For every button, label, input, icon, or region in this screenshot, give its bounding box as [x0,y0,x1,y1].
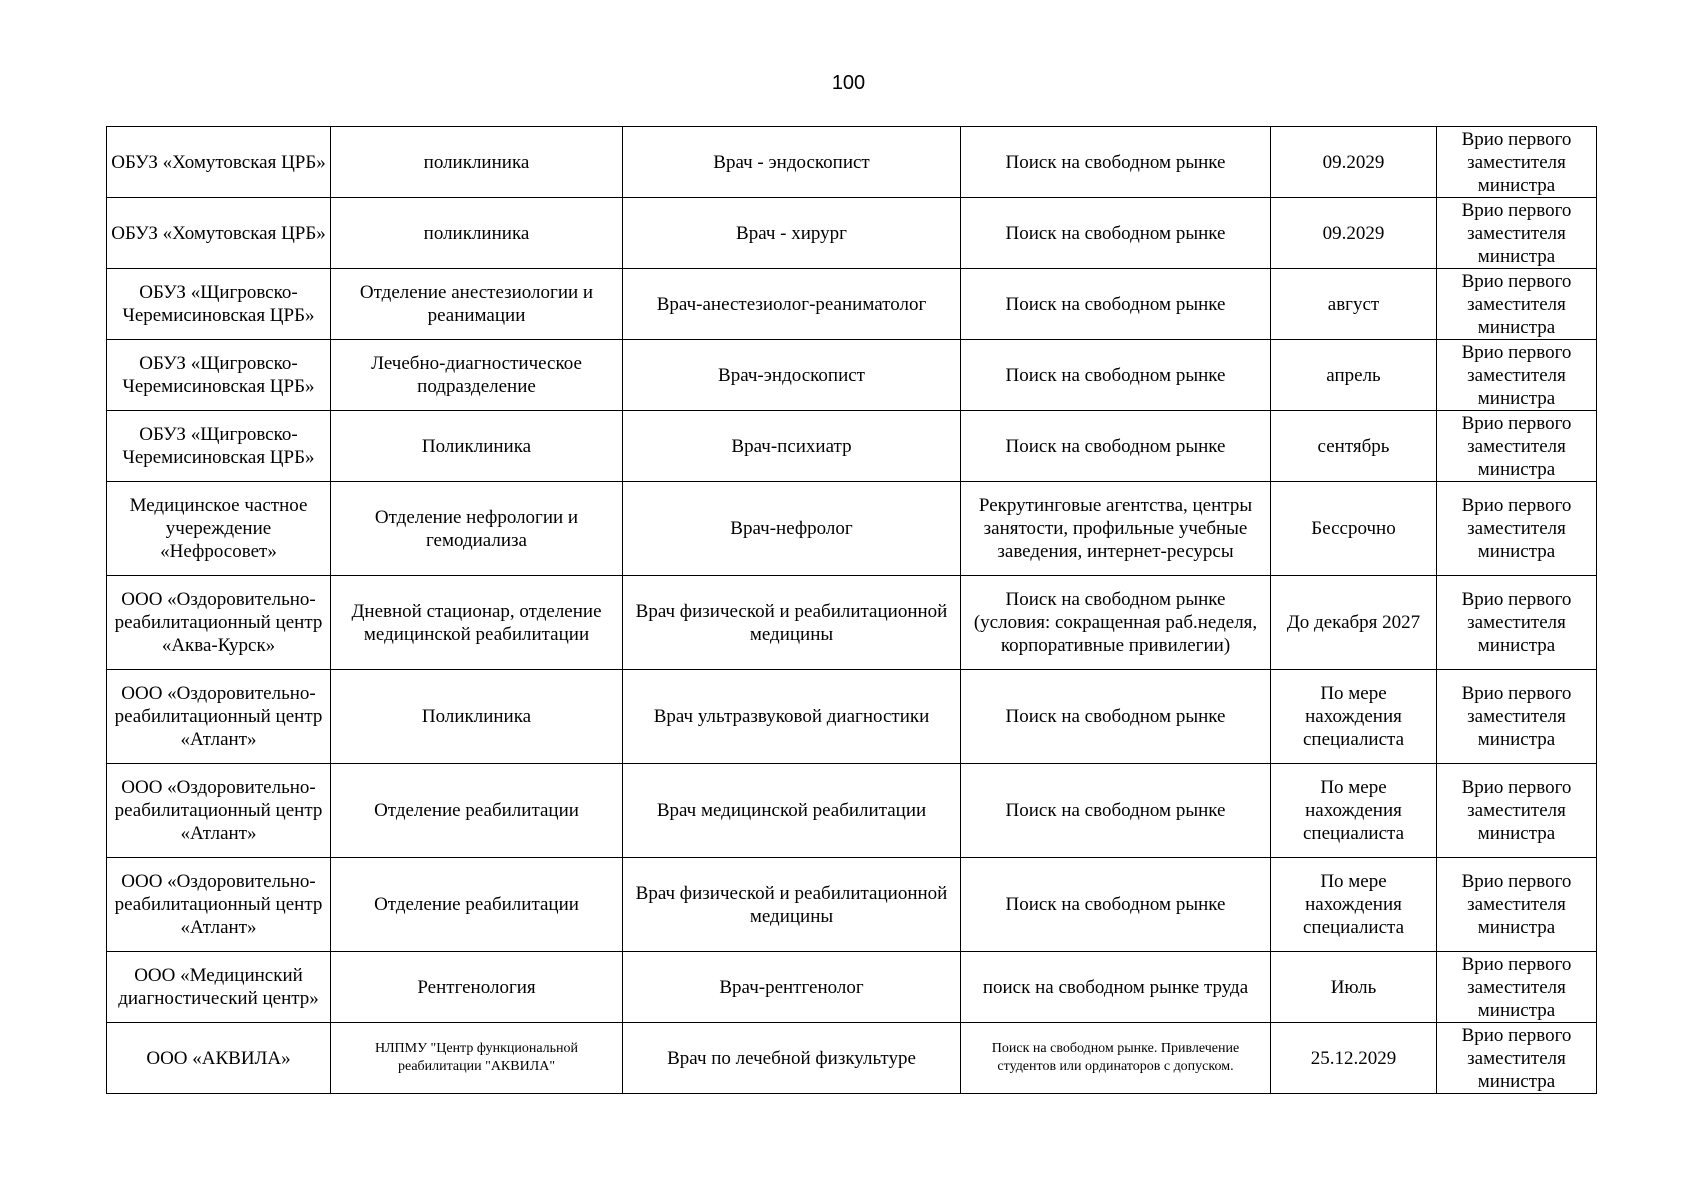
position-cell: Врач-эндоскопист [623,340,961,411]
search-method-cell: Поиск на свободном рынке [961,269,1271,340]
organization-cell: ООО «Оздоровительно-реабилитационный центр «Атлант» [107,764,331,858]
responsible-cell: Врио первого заместителя министра [1437,482,1597,576]
unit-cell: НЛПМУ "Центр функциональной реабилитации "АКВИЛА" [331,1023,623,1094]
search-method-cell: Поиск на свободном рынке [961,127,1271,198]
responsible-cell: Врио первого заместителя министра [1437,764,1597,858]
term-cell: сентябрь [1271,411,1437,482]
responsible-cell: Врио первого заместителя министра [1437,576,1597,670]
search-method-cell: Поиск на свободном рынке. Привлечение студентов или ординаторов с допуском. [961,1023,1271,1094]
unit-cell: поликлиника [331,127,623,198]
position-cell: Врач по лечебной физкультуре [623,1023,961,1094]
organization-cell: ООО «Оздоровительно-реабилитационный центр «Атлант» [107,670,331,764]
term-cell: 09.2029 [1271,127,1437,198]
search-method-cell: Поиск на свободном рынке [961,764,1271,858]
table-row [107,269,1597,340]
search-method-cell: Поиск на свободном рынке [961,670,1271,764]
search-method-cell: Рекрутинговые агентства, центры занятости, профильные учебные заведения, интернет-ресурсы [961,482,1271,576]
unit-cell: Отделение анестезиологии и реанимации [331,269,623,340]
term-cell: 09.2029 [1271,198,1437,269]
term-cell: август [1271,269,1437,340]
position-cell: Врач-рентгенолог [623,952,961,1023]
term-cell: Бессрочно [1271,482,1437,576]
responsible-cell: Врио первого заместителя министра [1437,198,1597,269]
search-method-cell: поиск на свободном рынке труда [961,952,1271,1023]
table-row [107,411,1597,482]
organization-cell: ООО «Оздоровительно-реабилитационный центр «Атлант» [107,858,331,952]
term-cell: До декабря 2027 [1271,576,1437,670]
responsible-cell: Врио первого заместителя министра [1437,411,1597,482]
unit-cell: Отделение нефрологии и гемодиализа [331,482,623,576]
responsible-cell: Врио первого заместителя министра [1437,269,1597,340]
responsible-cell: Врио первого заместителя министра [1437,1023,1597,1094]
table-row [107,127,1597,198]
term-cell: 25.12.2029 [1271,1023,1437,1094]
unit-cell: Отделение реабилитации [331,858,623,952]
search-method-cell: Поиск на свободном рынке [961,198,1271,269]
organization-cell: ООО «Оздоровительно-реабилитационный центр «Аква-Курск» [107,576,331,670]
unit-cell: Поликлиника [331,411,623,482]
organization-cell: Медицинское частное учереждение «Нефросовет» [107,482,331,576]
responsible-cell: Врио первого заместителя министра [1437,670,1597,764]
position-cell: Врач физической и реабилитационной медицины [623,576,961,670]
search-method-cell: Поиск на свободном рынке [961,858,1271,952]
position-cell: Врач физической и реабилитационной медицины [623,858,961,952]
organization-cell: ОБУЗ «Щигровско-Черемисиновская ЦРБ» [107,269,331,340]
responsible-cell: Врио первого заместителя министра [1437,127,1597,198]
term-cell: По мере нахождения специалиста [1271,764,1437,858]
table-row [107,198,1597,269]
term-cell: Июль [1271,952,1437,1023]
unit-cell: Рентгенология [331,952,623,1023]
position-cell: Врач медицинской реабилитации [623,764,961,858]
unit-cell: Лечебно-диагностическое подразделение [331,340,623,411]
position-cell: Врач-психиатр [623,411,961,482]
staffing-table [106,126,1597,1094]
unit-cell: Дневной стационар, отделение медицинской реабилитации [331,576,623,670]
organization-cell: ОБУЗ «Хомутовская ЦРБ» [107,127,331,198]
responsible-cell: Врио первого заместителя министра [1437,340,1597,411]
table-row [107,858,1597,952]
table-row [107,482,1597,576]
unit-cell: Отделение реабилитации [331,764,623,858]
search-method-cell: Поиск на свободном рынке (условия: сокращенная раб.неделя, корпоративные привилегии) [961,576,1271,670]
position-cell: Врач - эндоскопист [623,127,961,198]
page-number: 100 [831,72,866,94]
term-cell: По мере нахождения специалиста [1271,670,1437,764]
table-row [107,764,1597,858]
term-cell: По мере нахождения специалиста [1271,858,1437,952]
organization-cell: ОБУЗ «Щигровско-Черемисиновская ЦРБ» [107,411,331,482]
table-row [107,340,1597,411]
table-row [107,1023,1597,1094]
responsible-cell: Врио первого заместителя министра [1437,858,1597,952]
organization-cell: ООО «Медицинский диагностический центр» [107,952,331,1023]
term-cell: апрель [1271,340,1437,411]
position-cell: Врач - хирург [623,198,961,269]
table-row [107,576,1597,670]
responsible-cell: Врио первого заместителя министра [1437,952,1597,1023]
position-cell: Врач-нефролог [623,482,961,576]
organization-cell: ООО «АКВИЛА» [107,1023,331,1094]
unit-cell: Поликлиника [331,670,623,764]
search-method-cell: Поиск на свободном рынке [961,340,1271,411]
position-cell: Врач ультразвуковой диагностики [623,670,961,764]
unit-cell: поликлиника [331,198,623,269]
organization-cell: ОБУЗ «Хомутовская ЦРБ» [107,198,331,269]
search-method-cell: Поиск на свободном рынке [961,411,1271,482]
table-row [107,670,1597,764]
position-cell: Врач-анестезиолог-реаниматолог [623,269,961,340]
organization-cell: ОБУЗ «Щигровско-Черемисиновская ЦРБ» [107,340,331,411]
table-row [107,952,1597,1023]
